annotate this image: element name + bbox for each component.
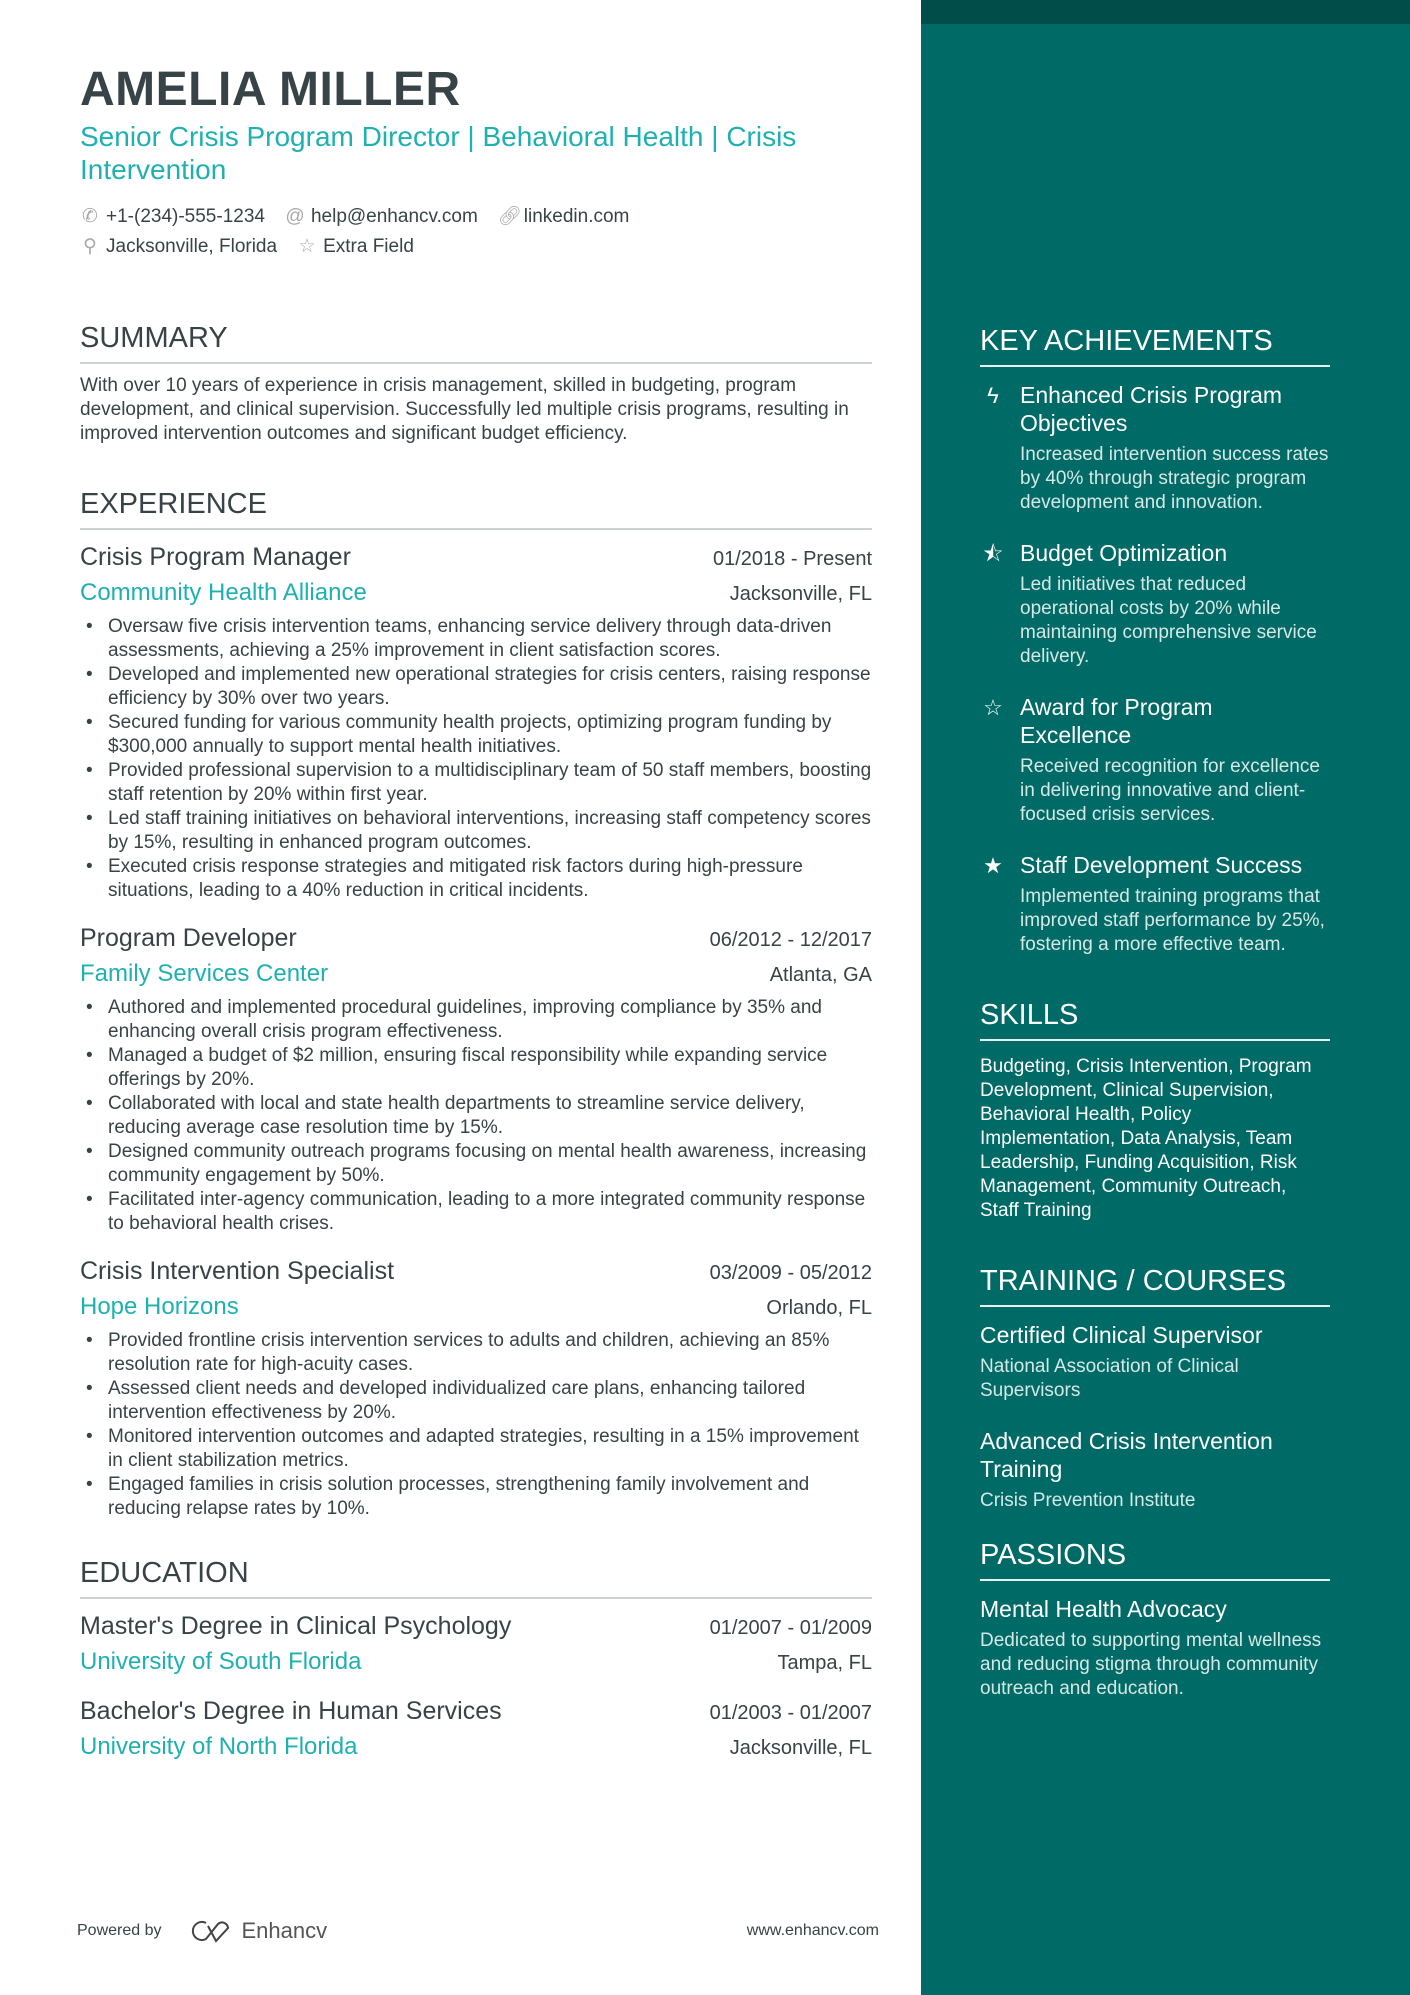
job-entry xyxy=(80,921,872,1236)
achievement-item xyxy=(980,693,1330,827)
job-entry xyxy=(80,1254,872,1521)
location-icon: ⚲ xyxy=(83,236,97,257)
job-bullet: • Led staff training initiatives on behavioral interventions, increasing staff competency scores by 15%, resulting in enhanced program outcomes. xyxy=(80,807,872,855)
passions-section xyxy=(980,1537,1330,1701)
enhancv-logo[interactable] xyxy=(188,1918,328,1944)
job-bullets xyxy=(80,996,872,1236)
achievement-item xyxy=(980,539,1330,669)
job-bullet: • Assessed client needs and developed individualized care plans, enhancing tailored intervention effectiveness by 20%. xyxy=(80,1377,872,1425)
course-provider: Crisis Prevention Institute xyxy=(980,1490,1196,1511)
job-bullet: • Oversaw five crisis intervention teams, enhancing service delivery through data-driven assessments, achieving a 25% improvement in client satisfaction scores. xyxy=(80,615,872,663)
course-title: Certified Clinical Supervisor xyxy=(980,1322,1263,1348)
linkedin-text[interactable]: linkedin.com xyxy=(523,206,630,227)
brand-name: Enhancv xyxy=(241,1918,328,1943)
edu-location: Tampa, FL xyxy=(777,1652,872,1674)
phone-text: +1-(234)-555-1234 xyxy=(106,206,265,227)
job-bullet: • Facilitated inter-agency communication, leading to a more integrated community response to behavioral health crises. xyxy=(80,1188,872,1236)
link-icon: 🔗︎ xyxy=(497,206,522,227)
passion-item xyxy=(980,1595,1330,1701)
edu-dates: 01/2003 - 01/2007 xyxy=(709,1702,872,1724)
job-dates: 03/2009 - 05/2012 xyxy=(709,1262,872,1284)
candidate-name: AMELIA MILLER xyxy=(80,63,461,116)
job-location: Orlando, FL xyxy=(766,1297,872,1319)
summary-text: With over 10 years of experience in crisis management, skilled in budgeting, program development, and clinical supervision. Successfully led multiple crisis programs, resulting in improved intervention outcomes and significant budget efficiency. xyxy=(80,375,849,444)
achievements-section xyxy=(980,323,1330,957)
job-dates: 01/2018 - Present xyxy=(713,548,872,570)
school-name: University of North Florida xyxy=(80,1733,358,1760)
section-title: EDUCATION xyxy=(80,1555,872,1599)
achievement-title: Budget Optimization xyxy=(1020,540,1228,566)
edu-dates: 01/2007 - 01/2009 xyxy=(709,1617,872,1639)
section-title: SUMMARY xyxy=(80,320,872,364)
education-entry xyxy=(80,1609,872,1680)
degree: Master's Degree in Clinical Psychology xyxy=(80,1612,512,1640)
passion-desc: Dedicated to supporting mental wellness and reducing stigma through community outreach and education. xyxy=(980,1630,1322,1699)
job-location: Atlanta, GA xyxy=(769,964,872,986)
company-name: Community Health Alliance xyxy=(80,579,367,606)
job-bullet: • Engaged families in crisis solution processes, strengthening family involvement and reducing relapse rates by 10%. xyxy=(80,1473,872,1521)
job-bullet: • Provided frontline crisis intervention services to adults and children, achieving an 85% resolution rate for high-acuity cases. xyxy=(80,1329,872,1377)
achievement-title: Staff Development Success xyxy=(1020,852,1303,878)
sidebar-top-band xyxy=(921,0,1410,24)
training-item xyxy=(980,1321,1330,1403)
passion-title: Mental Health Advocacy xyxy=(980,1596,1227,1622)
star-icon: ☆ xyxy=(298,236,316,257)
contact-linkedin[interactable] xyxy=(498,202,630,232)
achievement-title: Enhanced Crisis Program Objectives xyxy=(1020,382,1283,436)
job-bullets xyxy=(80,1329,872,1521)
achievement-title: Award for Program Excellence xyxy=(1020,694,1213,748)
job-entry xyxy=(80,540,872,903)
contact-extra xyxy=(297,232,414,262)
course-title: Advanced Crisis Intervention Training xyxy=(980,1428,1273,1482)
achievement-item xyxy=(980,851,1330,957)
job-dates: 06/2012 - 12/2017 xyxy=(709,929,872,951)
star-filled-icon: ★ xyxy=(983,853,1003,878)
headline: Senior Crisis Program Director | Behavioral Health | Crisis Intervention xyxy=(80,121,797,185)
section-title: EXPERIENCE xyxy=(80,486,872,530)
bolt-icon: ϟ xyxy=(987,383,999,408)
section-title: PASSIONS xyxy=(980,1537,1330,1581)
location-text: Jacksonville, Florida xyxy=(106,236,278,257)
job-bullet: • Developed and implemented new operational strategies for crisis centers, raising response efficiency by 30% over two years. xyxy=(80,663,872,711)
education-entry xyxy=(80,1694,872,1765)
summary-section xyxy=(80,320,872,446)
footer xyxy=(77,1918,879,1944)
contact-phone xyxy=(80,202,265,232)
training-item xyxy=(980,1427,1330,1513)
powered-by: Powered by xyxy=(77,1922,162,1939)
experience-section xyxy=(80,486,872,1521)
achievement-desc: Implemented training programs that improved staff performance by 25%, fostering a more effective team. xyxy=(1020,886,1325,955)
job-bullet: • Designed community outreach programs focusing on mental health awareness, increasing community engagement by 50%. xyxy=(80,1140,872,1188)
achievement-desc: Increased intervention success rates by 40% through strategic program development and innovation. xyxy=(1020,444,1329,513)
degree: Bachelor's Degree in Human Services xyxy=(80,1697,502,1725)
job-bullet: • Monitored intervention outcomes and adapted strategies, resulting in a 15% improvement in client stabilization metrics. xyxy=(80,1425,872,1473)
job-bullets xyxy=(80,615,872,903)
footer-url[interactable]: www.enhancv.com xyxy=(746,1922,879,1939)
job-bullet: • Executed crisis response strategies and mitigated risk factors during high-pressure situations, leading to a 40% reduction in critical incidents. xyxy=(80,855,872,903)
job-bullet: • Provided professional supervision to a multidisciplinary team of 50 staff members, boosting staff retention by 20% within first year. xyxy=(80,759,872,807)
job-bullet: • Authored and implemented procedural guidelines, improving compliance by 35% and enhancing overall crisis program effectiveness. xyxy=(80,996,872,1044)
contact-info xyxy=(80,202,872,262)
education-section xyxy=(80,1555,872,1765)
edu-location: Jacksonville, FL xyxy=(729,1737,872,1759)
main-column xyxy=(80,62,872,1779)
company-name: Hope Horizons xyxy=(80,1293,239,1320)
achievement-desc: Received recognition for excellence in delivering innovative and client-focused crisis services. xyxy=(1020,756,1320,825)
section-title: SKILLS xyxy=(980,997,1330,1041)
enhancv-logo-icon xyxy=(188,1918,234,1944)
phone-icon: ✆ xyxy=(82,206,98,227)
email-text[interactable]: help@enhancv.com xyxy=(310,206,478,227)
school-name: University of South Florida xyxy=(80,1648,362,1675)
extra-text: Extra Field xyxy=(323,236,414,257)
achievement-item xyxy=(980,381,1330,515)
skills-section xyxy=(980,997,1330,1223)
company-name: Family Services Center xyxy=(80,960,329,987)
contact-location xyxy=(80,232,277,262)
section-title: KEY ACHIEVEMENTS xyxy=(980,323,1330,367)
section-title: TRAINING / COURSES xyxy=(980,1263,1330,1307)
skills-text: Budgeting, Crisis Intervention, Program Development, Clinical Supervision, Behavioral Health, Policy Implementation, Data Analysis, Team Leadership, Funding Acquisition, Risk Management, Community Outreach, Staff Training xyxy=(980,1056,1312,1221)
job-title: Crisis Program Manager xyxy=(80,543,351,571)
contact-email[interactable] xyxy=(285,202,478,232)
job-bullet: • Managed a budget of $2 million, ensuring fiscal responsibility while expanding service offerings by 20%. xyxy=(80,1044,872,1092)
job-bullet: • Secured funding for various community health projects, optimizing program funding by $300,000 annually to support mental health initiatives. xyxy=(80,711,872,759)
at-icon: @ xyxy=(285,206,305,227)
job-bullet: • Collaborated with local and state health departments to streamline service delivery, reducing average case resolution time by 15%. xyxy=(80,1092,872,1140)
sidebar-column xyxy=(980,323,1330,1725)
achievement-desc: Led initiatives that reduced operational costs by 20% while maintaining comprehensive service delivery. xyxy=(1020,574,1317,667)
job-location: Jacksonville, FL xyxy=(729,583,872,605)
half-star-icon: ⯪ xyxy=(982,541,1004,566)
job-title: Program Developer xyxy=(80,924,297,952)
course-provider: National Association of Clinical Supervisors xyxy=(980,1356,1239,1401)
job-title: Crisis Intervention Specialist xyxy=(80,1257,395,1285)
training-section xyxy=(980,1263,1330,1513)
star-outline-icon: ☆ xyxy=(983,695,1003,720)
